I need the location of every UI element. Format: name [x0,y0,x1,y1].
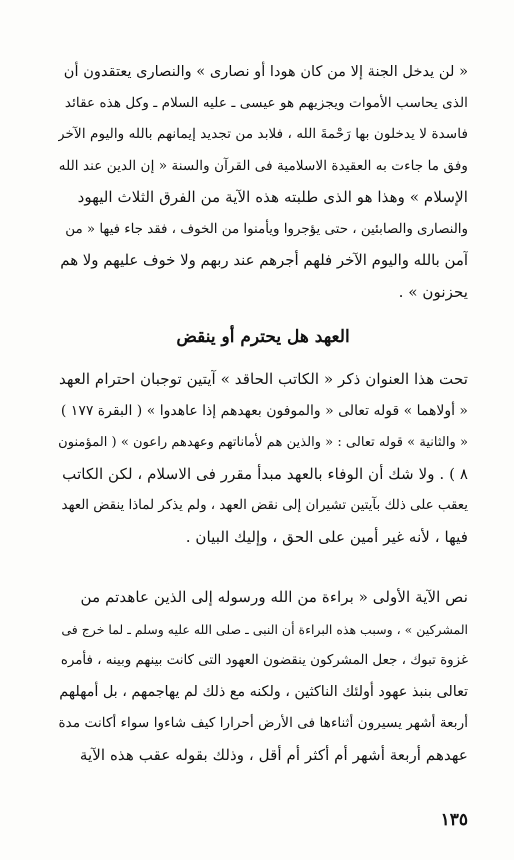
text-line: نص الآية الأولى « براءة من الله ورسوله إلى الذين عاهدتم من [80,588,468,606]
text-line: تحت هذا العنوان ذكر « الكاتب الحاقد » آيتين توجبان احترام العهد [58,370,468,388]
text-line: « لن يدخل الجنة إلا من كان هودا أو نصارى » والنصارى يعتقدون أن [63,63,468,80]
text-line: فيها ، لأنه غير أمين على الحق ، وإليك البيان . [185,527,468,546]
paragraph-2 [58,364,468,553]
text-line: والنصارى والصابئين ، حتى يؤجروا ويأمنوا من الخوف ، فقد جاء فيها « من [65,221,468,237]
paragraph-1 [58,56,468,308]
text-line: أربعة أشهر يسيرون أثناءها فى الأرض أحرارا كيف شاءوا سواء أكانت مدة [58,715,468,731]
text-line: عهدهم أربعة أشهر أم أكثر أم أقل ، وذلك بقوله عقب هذه الآية [79,745,468,764]
section-heading: العهد هل يحترم أو ينقض [176,327,350,347]
text-line: يحزنون » . [398,282,468,301]
text-line: وفق ما جاءت به العقيدة الاسلامية فى القرآن والسنة « إن الدين عند الله [58,157,468,174]
text-line: غزوة تبوك ، جعل المشركون ينقضون العهود التى كانت بينهم وبينه ، فأمره [60,653,468,668]
page-number: ١٣٥ [440,810,468,830]
text-line: الإسلام » وهذا هو الذى طلبته هذه الآية من الفرق الثلاث اليهود [77,188,468,206]
text-line: تعالى بنبذ عهود أولئك الناكثين ، ولكنه مع ذلك لم يهاجمهم ، بل أمهلهم [59,683,468,700]
text-line: فاسدة لا يدخلون بها رَحْمةَ الله ، فلابد من تجديد إيمانهم بالله واليوم الآخر [58,126,468,142]
text-line: الذى يحاسب الأموات ويجزيهم هو عيسى ـ عليه السلام ـ وكل هذه عقائد [64,94,468,111]
text-line: « أولاهما » قوله تعالى « والموفون بعهدهم إذا عاهدوا » ( البقرة ١٧٧ ) [60,402,468,419]
paragraph-3 [58,582,468,771]
text-line: المشركين » ، وسبب هذه البراءة أن النبى ـ صلى الله عليه وسلم ـ لما خرج فى [61,621,468,637]
text-line: « والثانية » قوله تعالى : « والذين هم لأماناتهم وعهدهم راعون » ( المؤمنون [58,435,468,450]
text-line: يعقب على ذلك بآيتين تشيران إلى نقض العهد ، ولم يذكر لماذا ينقض العهد [61,498,468,513]
text-line: ٨ ) . ولا شك أن الوفاء بالعهد مبدأ مقرر فى الاسلام ، لكن الكاتب [62,464,468,483]
text-line: آمن بالله واليوم الآخر فلهم أجرهم عند ربهم ولا خوف عليهم ولا هم [60,251,468,269]
